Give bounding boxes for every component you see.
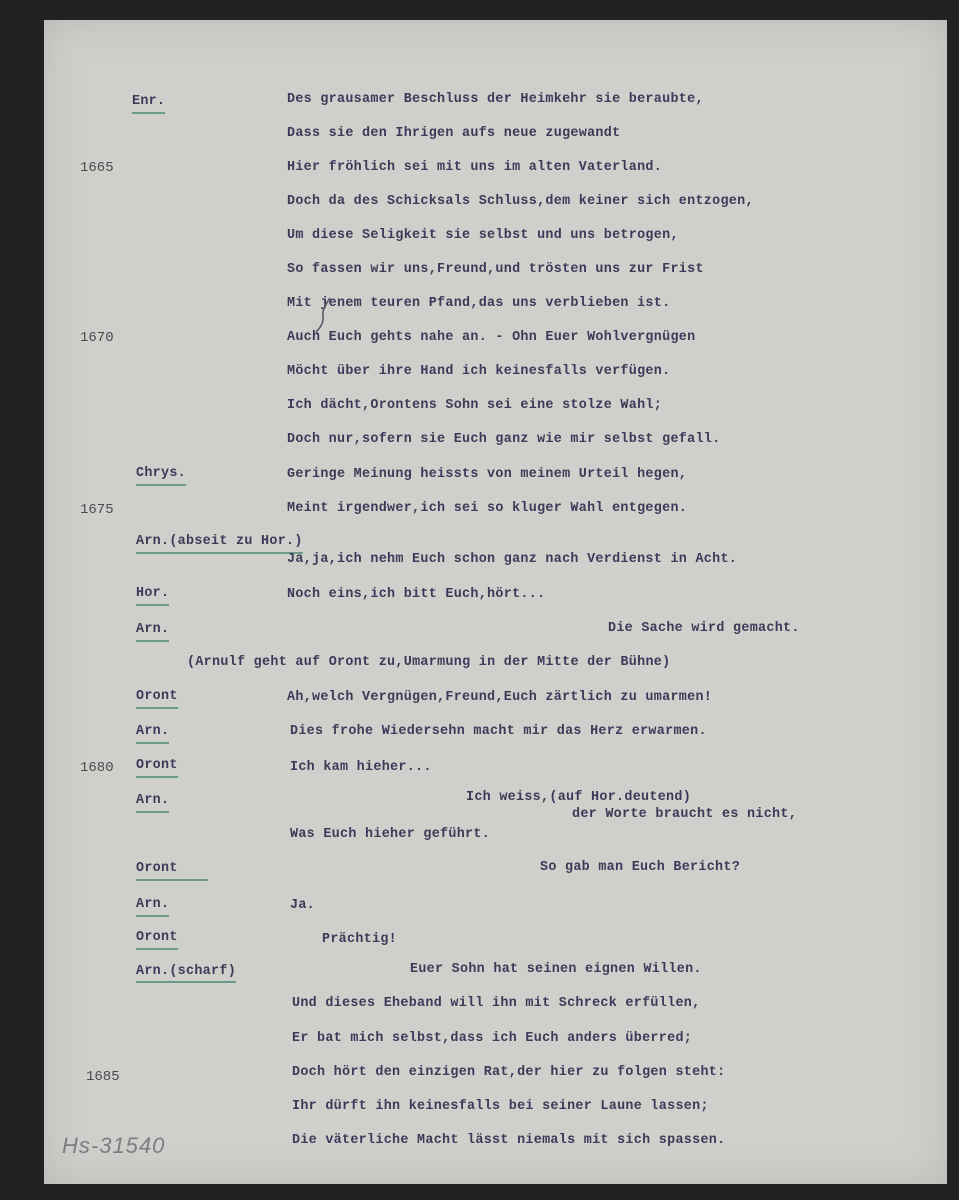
verse-line: Ich weiss,(auf Hor.deutend): [466, 790, 692, 805]
handwritten-correction-mark: [312, 296, 338, 336]
verse-line: Meint irgendwer,ich sei so kluger Wahl entgegen.: [287, 501, 688, 516]
line-number: 1680: [80, 760, 114, 776]
speaker-oront: Oront: [136, 861, 208, 881]
speaker-arn: Arn.: [136, 793, 169, 813]
verse-line: Doch nur,sofern sie Euch ganz wie mir selbst gefall.: [287, 432, 721, 447]
verse-line: So gab man Euch Bericht?: [540, 860, 741, 875]
line-number: 1665: [80, 160, 114, 176]
shelfmark-pencil: Hs-31540: [62, 1133, 166, 1158]
verse-line: Noch eins,ich bitt Euch,hört...: [287, 587, 546, 602]
speaker-arn-scharf: [136, 964, 236, 980]
verse-line: Was Euch hieher geführt.: [290, 827, 491, 842]
verse-line: Euer Sohn hat seinen eignen Willen.: [410, 962, 702, 977]
speaker-arn-scharf-label: Arn.(scharf): [136, 964, 236, 983]
verse-line: Geringe Meinung heissts von meinem Urteil hegen,: [287, 467, 688, 482]
verse-line: Ja,ja,ich nehm Euch schon ganz nach Verdienst in Acht.: [287, 552, 738, 567]
verse-line: Und dieses Eheband will ihn mit Schreck erfüllen,: [292, 996, 701, 1011]
verse-line: Ich kam hieher...: [290, 760, 432, 775]
verse-line: Hier fröhlich sei mit uns im alten Vaterland.: [287, 160, 663, 175]
verse-line: Des grausamer Beschluss der Heimkehr sie beraubte,: [287, 92, 704, 107]
verse-line: Ah,welch Vergnügen,Freund,Euch zärtlich zu umarmen!: [287, 690, 713, 705]
verse-line: Doch hört den einzigen Rat,der hier zu folgen steht:: [292, 1065, 726, 1080]
verse-line: So fassen wir uns,Freund,und trösten uns zur Frist: [287, 262, 704, 277]
speaker-arn: Arn.: [136, 622, 169, 642]
line-number: 1675: [80, 502, 114, 518]
verse-line: Dies frohe Wiedersehn macht mir das Herz erwarmen.: [290, 724, 707, 739]
speaker-oront: Oront: [136, 758, 178, 778]
verse-line: Ja.: [290, 898, 316, 913]
verse-line: Um diese Seligkeit sie selbst und uns betrogen,: [287, 228, 679, 243]
verse-line: Dass sie den Ihrigen aufs neue zugewandt: [287, 126, 621, 141]
line-number: 1685: [86, 1069, 120, 1085]
stage-direction: (Arnulf geht auf Oront zu,Umarmung in der Mitte der Bühne): [187, 655, 671, 670]
verse-line: der Worte braucht es nicht,: [572, 807, 798, 822]
speaker-chrys: Chrys.: [136, 466, 186, 486]
speaker-arn-abseit: Arn.(abseit zu Hor.): [136, 534, 303, 554]
speaker-oront: Oront: [136, 689, 178, 709]
verse-line: Die väterliche Macht lässt niemals mit sich spassen.: [292, 1133, 726, 1148]
verse-line: Mit jenem teuren Pfand,das uns verblieben ist.: [287, 296, 671, 311]
speaker-arn: Arn.: [136, 897, 169, 917]
speaker-enr: Enr.: [132, 94, 165, 114]
verse-line: Prächtig!: [322, 932, 398, 947]
speaker-hor: Hor.: [136, 586, 169, 606]
verse-line: Möcht über ihre Hand ich keinesfalls verfügen.: [287, 364, 671, 379]
verse-line: Er bat mich selbst,dass ich Euch anders überred;: [292, 1031, 693, 1046]
verse-line: Doch da des Schicksals Schluss,dem keiner sich entzogen,: [287, 194, 754, 209]
verse-line: Ich dächt,Orontens Sohn sei eine stolze Wahl;: [287, 398, 663, 413]
verse-line: Auch Euch gehts nahe an. - Ohn Euer Wohlvergnügen: [287, 330, 696, 345]
verse-line: Ihr dürft ihn keinesfalls bei seiner Laune lassen;: [292, 1099, 709, 1114]
verse-line: Die Sache wird gemacht.: [608, 621, 800, 636]
speaker-arn: Arn.: [136, 724, 169, 744]
speaker-oront: Oront: [136, 930, 178, 950]
line-number: 1670: [80, 330, 114, 346]
